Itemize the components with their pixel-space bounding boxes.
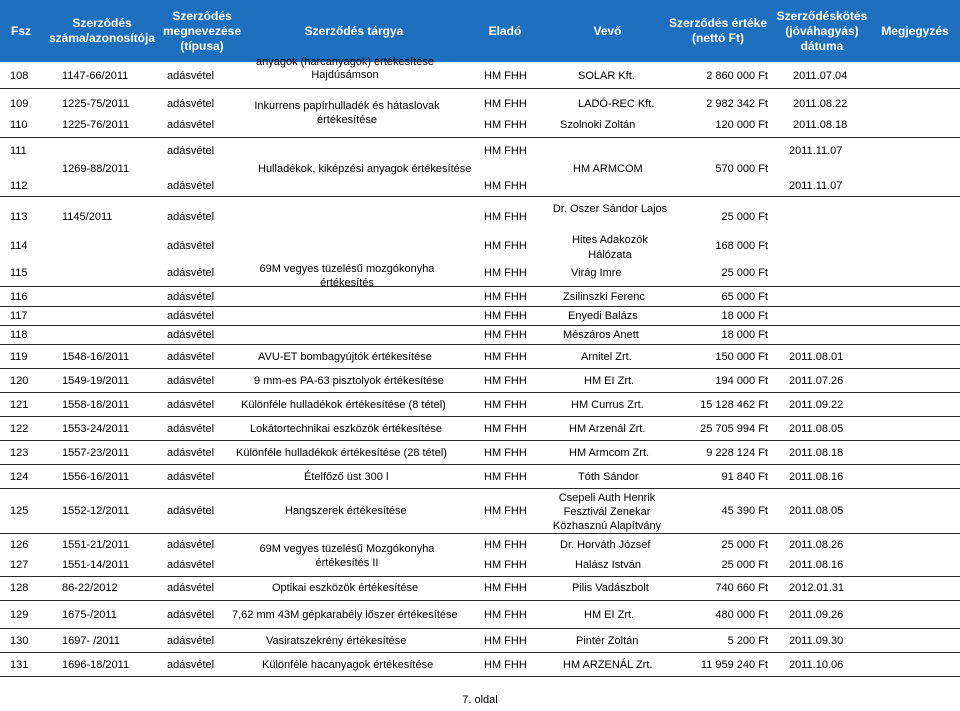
cell-vevo: Szolnoki Zoltán	[560, 119, 636, 131]
row-divider	[0, 676, 960, 677]
cell-tipus: adásvétel	[167, 582, 215, 594]
cell-ertek: 9 228 124 Ft	[706, 447, 768, 459]
row-divider	[0, 392, 960, 393]
row-divider	[0, 325, 960, 326]
cell-tipus: adásvétel	[167, 70, 215, 82]
row-divider	[0, 576, 960, 577]
cell-szam: 1548-16/2011	[62, 351, 130, 363]
cell-tipus: adásvétel	[167, 351, 215, 363]
cell-szam: 1551-14/2011	[62, 559, 130, 571]
cell-vevo: HM EI Zrt.	[584, 609, 635, 621]
row-divider	[0, 440, 960, 441]
cell-datum: 2011.09.30	[789, 635, 844, 647]
cell-szam: 86-22/2012	[62, 582, 118, 594]
cell-szam: 1697- /2011	[62, 635, 120, 647]
cell-elado: HM FHH	[484, 471, 527, 483]
cell-ertek: 45 390 Ft	[721, 505, 768, 517]
row-divider	[0, 533, 960, 534]
cell-tipus: adásvétel	[167, 291, 215, 303]
cell-ertek: 2 860 000 Ft	[706, 70, 768, 82]
cell-vevo: Enyedi Balázs	[568, 310, 638, 322]
cell-targy: 9 mm-es PA-63 pisztolyok értékesítése	[254, 375, 444, 387]
cell-tipus: adásvétel	[167, 423, 215, 435]
cell-targy: 69M vegyes tüzelésű mozgókonyha értékesítés	[259, 263, 435, 289]
cell-fsz: 125	[10, 505, 29, 517]
cell-datum: 2011.08.16	[789, 471, 844, 483]
table-header	[0, 0, 960, 62]
cell-tipus: adásvétel	[167, 635, 215, 647]
cell-fsz: 127	[10, 559, 29, 571]
cell-szam: 1556-16/2011	[62, 471, 130, 483]
cell-tipus: adásvétel	[167, 609, 215, 621]
col-fsz: Fsz	[10, 23, 31, 38]
cell-elado: HM FHH	[484, 70, 527, 82]
cell-vevo: Pilis Vadászbolt	[572, 582, 649, 594]
cell-vevo: LADÓ-REC Kft.	[578, 98, 655, 110]
row-divider	[0, 600, 960, 601]
cell-fsz: 131	[10, 659, 29, 671]
cell-tipus: adásvétel	[167, 267, 215, 279]
cell-datum: 2011.11.07	[789, 180, 843, 192]
cell-elado: HM FHH	[484, 211, 527, 223]
cell-datum: 2011.08.01	[789, 351, 844, 363]
cell-vevo: Arnitel Zrt.	[581, 351, 632, 363]
cell-tipus: adásvétel	[167, 98, 215, 110]
cell-tipus: adásvétel	[167, 539, 215, 551]
cell-datum: 2011.08.22	[793, 98, 848, 110]
cell-vevo: SOLAR Kft.	[578, 70, 635, 82]
cell-fsz: 111	[10, 145, 27, 157]
row-divider	[0, 286, 960, 287]
cell-targy: anyagok (harcanyagok) értékesítése Hajdúsámson	[256, 56, 434, 81]
cell-datum: 2011.08.05	[789, 505, 844, 517]
cell-elado: HM FHH	[484, 635, 527, 647]
cell-ertek: 15 128 462 Ft	[700, 399, 768, 411]
cell-datum: 2012.01.31	[789, 582, 845, 594]
cell-ertek: 25 000 Ft	[721, 267, 768, 279]
cell-targy: Hulladékok, kiképzési anyagok értékesítése	[258, 163, 472, 175]
cell-fsz: 121	[10, 399, 29, 411]
cell-ertek: 65 000 Ft	[721, 291, 768, 303]
cell-targy: Lokátortechnikai eszközök értékesítése	[250, 423, 442, 435]
cell-vevo: Dr. Horváth József	[560, 539, 651, 551]
cell-elado: HM FHH	[484, 351, 527, 363]
cell-datum: 2011.08.18	[793, 119, 848, 131]
row-divider	[0, 464, 960, 465]
cell-vevo: Csepeli Auth Henrik Fesztivál Zenekar Közhasznú Alapítvány	[552, 492, 662, 532]
cell-szam: 1269-88/2011	[62, 163, 130, 175]
cell-fsz: 116	[10, 291, 28, 303]
cell-fsz: 114	[10, 240, 28, 252]
cell-ertek: 25 000 Ft	[721, 211, 768, 223]
cell-ertek: 25 705 994 Ft	[700, 423, 768, 435]
cell-elado: HM FHH	[484, 145, 527, 157]
cell-targy: 7,62 mm 43M gépkarabély lőszer értékesítése	[232, 609, 458, 621]
cell-tipus: adásvétel	[167, 145, 215, 157]
cell-elado: HM FHH	[484, 659, 527, 671]
cell-ertek: 740 660 Ft	[715, 582, 768, 594]
cell-ertek: 25 000 Ft	[721, 539, 768, 551]
cell-ertek: 570 000 Ft	[715, 163, 768, 175]
cell-ertek: 18 000 Ft	[721, 329, 768, 341]
cell-vevo: Mészáros Anett	[563, 329, 639, 341]
cell-vevo: HM Arzenál Zrt.	[569, 423, 646, 435]
cell-vevo: Dr. Oszer Sándor Lajos	[552, 203, 668, 215]
cell-targy: AVU-ET bombagyújtók értékesítése	[258, 351, 432, 363]
cell-datum: 2011.07.26	[789, 375, 844, 387]
cell-vevo: Hites Adakozók Hálózata	[572, 234, 648, 261]
col-ertek: Szerződés értéke (nettó Ft)	[668, 16, 768, 45]
cell-szam: 1552-12/2011	[62, 505, 130, 517]
cell-targy: Vasiratszekrény értékesítése	[266, 635, 407, 647]
cell-elado: HM FHH	[484, 267, 527, 279]
cell-fsz: 112	[10, 180, 28, 192]
cell-tipus: adásvétel	[167, 119, 215, 131]
cell-szam: 1558-18/2011	[62, 399, 130, 411]
page-number: 7. oldal	[462, 694, 498, 706]
cell-szam: 1557-23/2011	[62, 447, 130, 459]
cell-datum: 2011.07.04	[793, 70, 848, 82]
cell-elado: HM FHH	[484, 240, 527, 252]
cell-datum: 2011.10.06	[789, 659, 844, 671]
cell-datum: 2011.08.05	[789, 423, 844, 435]
cell-szam: 1147-66/2011	[62, 70, 129, 82]
cell-fsz: 130	[10, 635, 29, 647]
cell-elado: HM FHH	[484, 291, 527, 303]
cell-elado: HM FHH	[484, 399, 527, 411]
cell-vevo: Halász István	[575, 559, 642, 571]
cell-fsz: 115	[10, 267, 28, 279]
cell-datum: 2011.08.26	[789, 539, 844, 551]
cell-fsz: 118	[10, 329, 28, 341]
cell-vevo: HM Armcom Zrt.	[569, 447, 650, 459]
cell-ertek: 5 200 Ft	[727, 635, 768, 647]
cell-fsz: 124	[10, 471, 29, 483]
cell-tipus: adásvétel	[167, 329, 215, 341]
cell-ertek: 120 000 Ft	[715, 119, 768, 131]
cell-elado: HM FHH	[484, 375, 527, 387]
cell-ertek: 168 000 Ft	[715, 240, 768, 252]
cell-elado: HM FHH	[484, 559, 527, 571]
cell-targy: Különféle hulladékok értékesítése (8 tétel)	[241, 399, 446, 411]
cell-fsz: 129	[10, 609, 29, 621]
cell-szam: 1551-21/2011	[62, 539, 130, 551]
cell-vevo: Tóth Sándor	[578, 471, 639, 483]
cell-fsz: 113	[10, 211, 28, 223]
col-datum: Szerződéskötés (jóváhagyás) dátuma	[776, 8, 868, 53]
cell-vevo: HM EI Zrt.	[584, 375, 635, 387]
cell-tipus: adásvétel	[167, 180, 215, 192]
cell-szam: 1675-/2011	[62, 609, 117, 621]
cell-fsz: 126	[10, 539, 29, 551]
cell-vevo: Virág Imre	[571, 267, 622, 279]
col-megnevezes: Szerződés megnevezése (típusa)	[162, 8, 242, 53]
cell-ertek: 150 000 Ft	[715, 351, 768, 363]
cell-datum: 2011.08.18	[789, 447, 844, 459]
cell-tipus: adásvétel	[167, 399, 215, 411]
row-divider	[0, 368, 960, 369]
cell-targy: Hangszerek értékesítése	[285, 505, 407, 517]
col-vevo: Vevő	[593, 23, 622, 38]
cell-ertek: 2 982 342 Ft	[706, 98, 768, 110]
cell-szam: 1225-76/2011	[62, 119, 130, 131]
row-divider	[0, 137, 960, 138]
cell-targy: Inkurrens papírhulladék és hátaslovak értékesítése	[254, 100, 440, 126]
cell-szam: 1145/2011	[62, 211, 113, 223]
cell-targy: Különféle hacanyagok értékesítése	[262, 659, 434, 671]
cell-ertek: 11 959 240 Ft	[700, 659, 768, 671]
cell-ertek: 480 000 Ft	[715, 609, 768, 621]
cell-elado: HM FHH	[484, 119, 527, 131]
cell-szam: 1549-19/2011	[62, 375, 130, 387]
cell-elado: HM FHH	[484, 505, 527, 517]
cell-ertek: 194 000 Ft	[715, 375, 768, 387]
row-divider	[0, 306, 960, 307]
row-divider	[0, 488, 960, 489]
cell-tipus: adásvétel	[167, 447, 215, 459]
cell-ertek: 18 000 Ft	[721, 310, 768, 322]
cell-datum: 2011.09.26	[789, 609, 844, 621]
cell-elado: HM FHH	[484, 447, 527, 459]
cell-datum: 2011.08.16	[789, 559, 844, 571]
cell-szam: 1553-24/2011	[62, 423, 130, 435]
cell-fsz: 110	[10, 119, 28, 131]
cell-vevo: Pintér Zoltán	[576, 635, 639, 647]
row-divider	[0, 416, 960, 417]
cell-tipus: adásvétel	[167, 310, 215, 322]
cell-fsz: 117	[10, 310, 28, 322]
cell-targy: Optikai eszközök értékesítése	[272, 582, 419, 594]
row-divider	[0, 344, 960, 345]
cell-elado: HM FHH	[484, 180, 527, 192]
row-divider	[0, 652, 960, 653]
cell-vevo: HM ARMCOM	[573, 163, 643, 175]
cell-szam: 1225-75/2011	[62, 98, 130, 110]
cell-ertek: 91 840 Ft	[721, 471, 768, 483]
cell-fsz: 123	[10, 447, 29, 459]
cell-elado: HM FHH	[484, 539, 527, 551]
cell-fsz: 120	[10, 375, 29, 387]
row-divider	[0, 628, 960, 629]
cell-elado: HM FHH	[484, 582, 527, 594]
col-elado: Eladó	[488, 23, 522, 38]
cell-elado: HM FHH	[484, 329, 527, 341]
cell-targy: 69M vegyes tüzelésű Mozgókonyha értékesítés II	[259, 543, 435, 569]
cell-fsz: 108	[10, 70, 29, 82]
cell-targy: Ételfőző üst 300 l	[304, 471, 389, 483]
cell-tipus: adásvétel	[167, 659, 215, 671]
cell-tipus: adásvétel	[167, 471, 215, 483]
cell-elado: HM FHH	[484, 423, 527, 435]
row-divider	[0, 88, 960, 89]
cell-tipus: adásvétel	[167, 559, 215, 571]
cell-targy: Különféle hulladékok értékesítése (28 tétel)	[236, 447, 447, 459]
cell-tipus: adásvétel	[167, 211, 215, 223]
col-megjegyzes: Megjegyzés	[881, 23, 949, 38]
cell-fsz: 122	[10, 423, 29, 435]
cell-datum: 2011.09.22	[789, 399, 844, 411]
cell-elado: HM FHH	[484, 310, 527, 322]
cell-datum: 2011.11.07	[789, 145, 843, 157]
cell-tipus: adásvétel	[167, 375, 215, 387]
col-targy: Szerződés tárgya	[304, 23, 404, 38]
cell-vevo: HM ARZENÁL Zrt.	[563, 659, 653, 671]
row-divider	[0, 196, 960, 197]
cell-fsz: 119	[10, 351, 28, 363]
cell-vevo: Zsilinszki Ferenc	[563, 291, 645, 303]
cell-tipus: adásvétel	[167, 505, 215, 517]
cell-szam: 1696-18/2011	[62, 659, 130, 671]
cell-fsz: 109	[10, 98, 29, 110]
cell-elado: HM FHH	[484, 609, 527, 621]
cell-fsz: 128	[10, 582, 29, 594]
cell-elado: HM FHH	[484, 98, 527, 110]
cell-tipus: adásvétel	[167, 240, 215, 252]
cell-ertek: 25 000 Ft	[721, 559, 768, 571]
col-szerzodes-szama: Szerződés száma/azonosítója	[48, 16, 156, 45]
cell-vevo: HM Currus Zrt.	[571, 399, 644, 411]
